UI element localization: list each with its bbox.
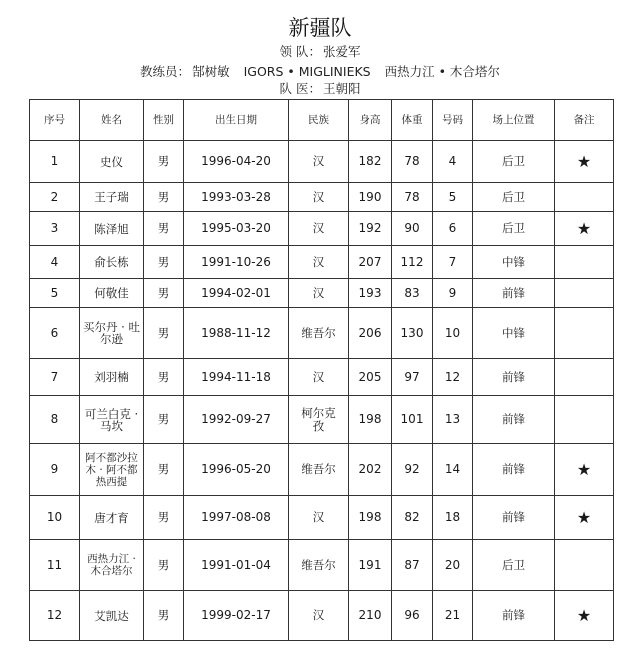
cell-no: 11 — [30, 540, 80, 591]
cell-birth: 1991-10-26 — [184, 246, 289, 279]
table-row — [30, 591, 614, 641]
coach-name: 郜树敏 — [192, 64, 230, 79]
cell-birth: 1991-01-04 — [184, 540, 289, 591]
table-row — [30, 246, 614, 279]
cell-height: 206 — [349, 308, 392, 359]
leader-name: 张爱军 — [322, 44, 361, 59]
cell-ethnicity: 维吾尔 — [289, 444, 349, 496]
note-cell — [555, 308, 614, 359]
note-cell — [555, 246, 614, 279]
cell-no: 5 — [30, 279, 80, 308]
roster-table — [29, 99, 614, 641]
note-cell: ★ — [555, 444, 614, 496]
column-header-ethnicity: 民族 — [289, 100, 349, 141]
cell-name: 可兰白克 · 马坎 — [80, 396, 144, 444]
cell-height: 191 — [349, 540, 392, 591]
cell-position: 前锋 — [473, 396, 555, 444]
cell-name: 何敬佳 — [80, 279, 144, 308]
doctor-name: 王朝阳 — [322, 81, 361, 96]
table-row — [30, 540, 614, 591]
cell-birth: 1992-09-27 — [184, 396, 289, 444]
column-header-position: 场上位置 — [473, 100, 555, 141]
cell-ethnicity: 汉 — [289, 496, 349, 540]
cell-name: 阿不都沙拉木 · 阿不都热西提 — [80, 444, 144, 496]
cell-birth: 1996-05-20 — [184, 444, 289, 496]
cell-no: 4 — [30, 246, 80, 279]
cell-weight: 82 — [392, 496, 433, 540]
cell-position: 后卫 — [473, 540, 555, 591]
cell-ethnicity: 汉 — [289, 359, 349, 396]
cell-gender: 男 — [144, 444, 184, 496]
cell-gender: 男 — [144, 183, 184, 212]
table-row — [30, 183, 614, 212]
cell-no: 7 — [30, 359, 80, 396]
column-header-gender: 性别 — [144, 100, 184, 141]
cell-no: 9 — [30, 444, 80, 496]
cell-no: 1 — [30, 141, 80, 183]
cell-gender: 男 — [144, 591, 184, 641]
table-row — [30, 359, 614, 396]
cell-position: 前锋 — [473, 279, 555, 308]
cell-gender: 男 — [144, 496, 184, 540]
column-header-weight: 体重 — [392, 100, 433, 141]
cell-birth: 1999-02-17 — [184, 591, 289, 641]
cell-position: 前锋 — [473, 591, 555, 641]
note-cell — [555, 279, 614, 308]
cell-number: 21 — [433, 591, 473, 641]
note-cell: ★ — [555, 212, 614, 246]
cell-birth: 1995-03-20 — [184, 212, 289, 246]
cell-ethnicity: 维吾尔 — [289, 540, 349, 591]
cell-name: 艾凯达 — [80, 591, 144, 641]
cell-number: 6 — [433, 212, 473, 246]
cell-birth: 1988-11-12 — [184, 308, 289, 359]
cell-weight: 78 — [392, 141, 433, 183]
table-row — [30, 496, 614, 540]
cell-name: 陈泽旭 — [80, 212, 144, 246]
cell-weight: 90 — [392, 212, 433, 246]
cell-ethnicity: 汉 — [289, 279, 349, 308]
cell-gender: 男 — [144, 359, 184, 396]
cell-birth: 1994-11-18 — [184, 359, 289, 396]
cell-height: 190 — [349, 183, 392, 212]
cell-no: 6 — [30, 308, 80, 359]
cell-name: 买尔丹 · 吐尔逊 — [80, 308, 144, 359]
doctor-label: 队 医： — [279, 81, 321, 96]
leader-label: 领 队： — [279, 44, 321, 59]
cell-weight: 112 — [392, 246, 433, 279]
cell-birth: 1997-08-08 — [184, 496, 289, 540]
table-row — [30, 212, 614, 246]
cell-weight: 101 — [392, 396, 433, 444]
cell-gender: 男 — [144, 141, 184, 183]
cell-height: 202 — [349, 444, 392, 496]
cell-gender: 男 — [144, 246, 184, 279]
coach-line — [0, 63, 640, 81]
note-cell — [555, 540, 614, 591]
cell-birth: 1996-04-20 — [184, 141, 289, 183]
coach-name: IGORS • MIGLINIEKS — [243, 64, 371, 79]
cell-number: 20 — [433, 540, 473, 591]
table-row — [30, 308, 614, 359]
cell-gender: 男 — [144, 396, 184, 444]
cell-position: 中锋 — [473, 246, 555, 279]
note-cell: ★ — [555, 141, 614, 183]
column-header-name: 姓名 — [80, 100, 144, 141]
cell-height: 205 — [349, 359, 392, 396]
cell-gender: 男 — [144, 308, 184, 359]
note-cell: ★ — [555, 591, 614, 641]
cell-no: 10 — [30, 496, 80, 540]
cell-position: 中锋 — [473, 308, 555, 359]
team-title: 新疆队 — [288, 16, 352, 40]
cell-gender: 男 — [144, 279, 184, 308]
cell-number: 4 — [433, 141, 473, 183]
cell-number: 10 — [433, 308, 473, 359]
cell-weight: 78 — [392, 183, 433, 212]
cell-number: 9 — [433, 279, 473, 308]
column-header-height: 身高 — [349, 100, 392, 141]
cell-ethnicity: 柯尔克孜 — [289, 396, 349, 444]
column-header-number: 号码 — [433, 100, 473, 141]
cell-number: 12 — [433, 359, 473, 396]
cell-height: 192 — [349, 212, 392, 246]
cell-weight: 92 — [392, 444, 433, 496]
column-header-no: 序号 — [30, 100, 80, 141]
cell-height: 182 — [349, 141, 392, 183]
cell-birth: 1994-02-01 — [184, 279, 289, 308]
table-row — [30, 444, 614, 496]
cell-weight: 130 — [392, 308, 433, 359]
cell-no: 8 — [30, 396, 80, 444]
cell-position: 前锋 — [473, 359, 555, 396]
cell-gender: 男 — [144, 212, 184, 246]
cell-height: 198 — [349, 396, 392, 444]
cell-ethnicity: 汉 — [289, 246, 349, 279]
table-row — [30, 279, 614, 308]
cell-number: 18 — [433, 496, 473, 540]
doctor-line — [0, 80, 640, 98]
cell-name: 俞长栋 — [80, 246, 144, 279]
column-header-note: 备注 — [555, 100, 614, 141]
cell-name: 史仪 — [80, 141, 144, 183]
cell-position: 后卫 — [473, 141, 555, 183]
cell-height: 210 — [349, 591, 392, 641]
cell-position: 前锋 — [473, 496, 555, 540]
coach-label: 教练员： — [140, 64, 191, 79]
cell-gender: 男 — [144, 540, 184, 591]
table-row — [30, 396, 614, 444]
table-row — [30, 141, 614, 183]
roster-body — [30, 141, 614, 641]
cell-position: 前锋 — [473, 444, 555, 496]
cell-ethnicity: 汉 — [289, 212, 349, 246]
cell-number: 13 — [433, 396, 473, 444]
note-cell — [555, 396, 614, 444]
table-header-row — [30, 100, 614, 141]
cell-no: 12 — [30, 591, 80, 641]
cell-weight: 87 — [392, 540, 433, 591]
cell-position: 后卫 — [473, 212, 555, 246]
leader-line — [0, 43, 640, 61]
column-header-birth: 出生日期 — [184, 100, 289, 141]
note-cell — [555, 359, 614, 396]
cell-ethnicity: 维吾尔 — [289, 308, 349, 359]
cell-height: 193 — [349, 279, 392, 308]
cell-no: 3 — [30, 212, 80, 246]
cell-birth: 1993-03-28 — [184, 183, 289, 212]
cell-name: 刘羽楠 — [80, 359, 144, 396]
coach-name: 西热力江 • 木合塔尔 — [384, 64, 500, 79]
cell-weight: 96 — [392, 591, 433, 641]
cell-number: 14 — [433, 444, 473, 496]
cell-number: 5 — [433, 183, 473, 212]
cell-ethnicity: 汉 — [289, 141, 349, 183]
cell-name: 唐才育 — [80, 496, 144, 540]
cell-name: 西热力江 · 木合塔尔 — [80, 540, 144, 591]
cell-weight: 83 — [392, 279, 433, 308]
cell-ethnicity: 汉 — [289, 183, 349, 212]
cell-height: 207 — [349, 246, 392, 279]
note-cell: ★ — [555, 496, 614, 540]
cell-position: 后卫 — [473, 183, 555, 212]
cell-number: 7 — [433, 246, 473, 279]
cell-name: 王子瑞 — [80, 183, 144, 212]
note-cell — [555, 183, 614, 212]
cell-weight: 97 — [392, 359, 433, 396]
cell-no: 2 — [30, 183, 80, 212]
cell-height: 198 — [349, 496, 392, 540]
cell-ethnicity: 汉 — [289, 591, 349, 641]
